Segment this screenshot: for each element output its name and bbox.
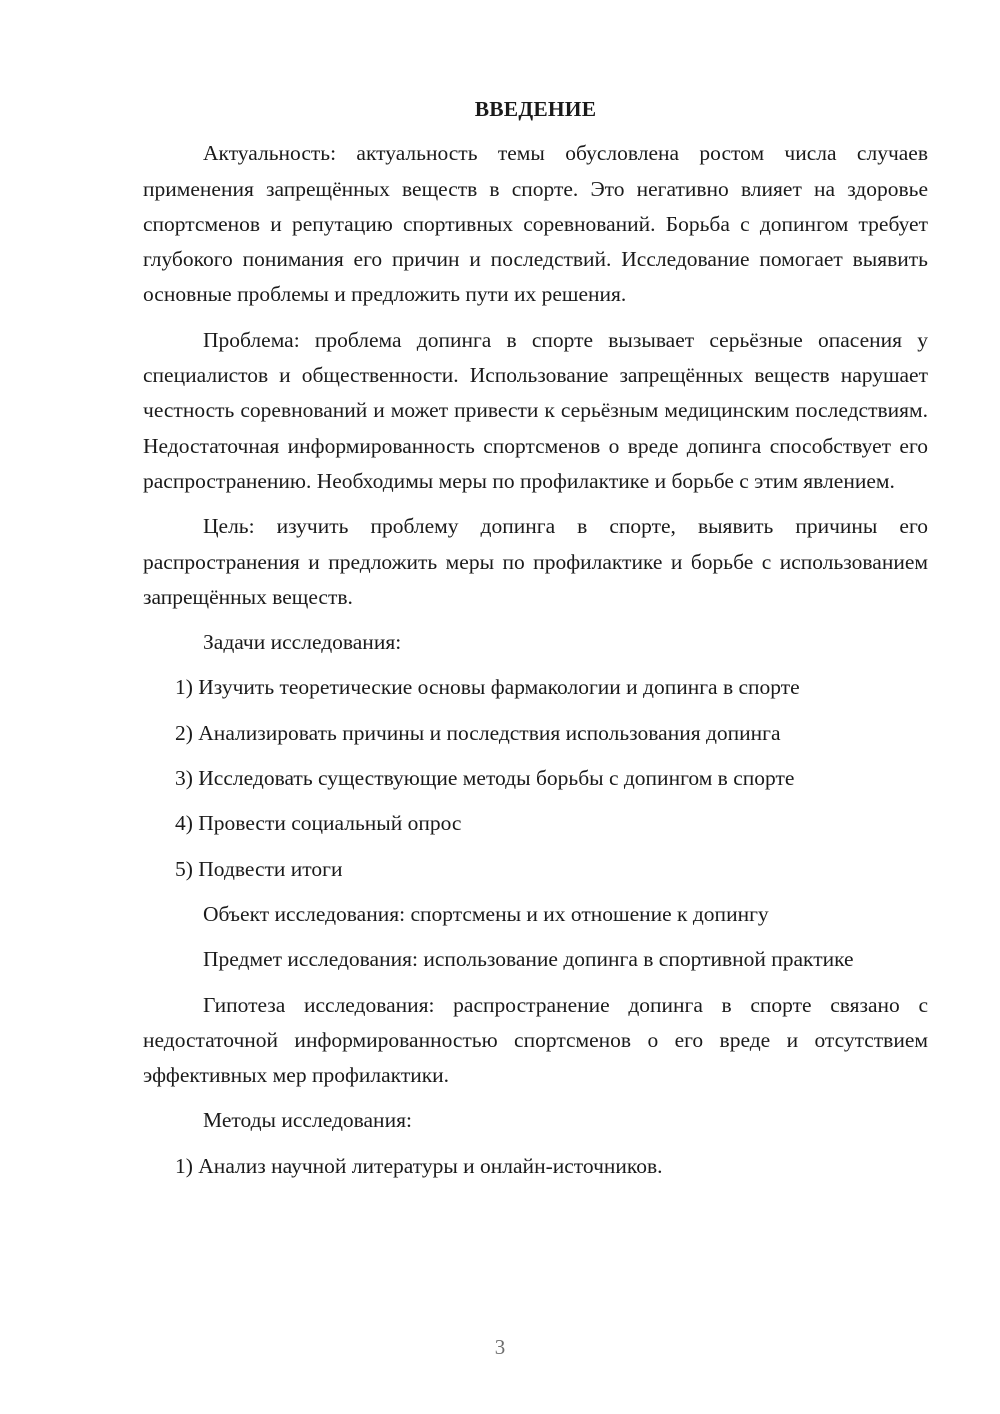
methods-heading: Методы исследования:: [203, 1108, 412, 1133]
task-item: 3) Исследовать существующие методы борьбы с допингом в спорте: [175, 766, 795, 791]
goal-paragraph: Цель: изучить проблему допинга в спорте, выявить причины его распространения и предложить меры по профилактике и борьбе с использованием запрещённых веществ.: [143, 514, 928, 609]
section-title: ВВЕДЕНИЕ: [474, 97, 597, 121]
page-number: 3: [494, 1335, 506, 1359]
tasks-list: [143, 670, 928, 886]
document-page: [143, 92, 928, 1194]
task-item: 1) Изучить теоретические основы фармакологии и допинга в спорте: [175, 675, 800, 700]
task-item: 5) Подвести итоги: [175, 856, 343, 881]
methods-list: [143, 1149, 928, 1184]
hypothesis-paragraph: Гипотеза исследования: распространение допинга в спорте связано с недостаточной информированностью спортсменов о его вреде и отсутствием эффективных мер профилактики.: [143, 992, 928, 1088]
subject-paragraph: Предмет исследования: использование допинга в спортивной практике: [203, 947, 854, 972]
relevance-paragraph: Актуальность: актуальность темы обусловлена ростом числа случаев применения запрещённых веществ в спорте. Это негативно влияет на здоровье спортсменов и репутацию спортивных соревнований. Борьба с допингом требует глубокого понимания его причин и последствий. Исследование помогает выявить основные проблемы и предложить пути их решения.: [143, 141, 928, 307]
problem-paragraph: Проблема: проблема допинга в спорте вызывает серьёзные опасения у специалистов и общественности. Использование запрещённых веществ нарушает честность соревнований и может привести к серьёзным медицинским последствиям. Недостаточная информированность спортсменов о вреде допинга способствует его распространению. Необходимы меры по профилактике и борьбе с этим явлением.: [143, 327, 928, 493]
method-item: 1) Анализ научной литературы и онлайн-источников.: [175, 1153, 663, 1178]
task-item: 2) Анализировать причины и последствия использования допинга: [175, 720, 781, 745]
tasks-heading: Задачи исследования:: [203, 630, 402, 655]
task-item: 4) Провести социальный опрос: [175, 811, 462, 836]
object-paragraph: Объект исследования: спортсмены и их отношение к допингу: [203, 901, 769, 926]
